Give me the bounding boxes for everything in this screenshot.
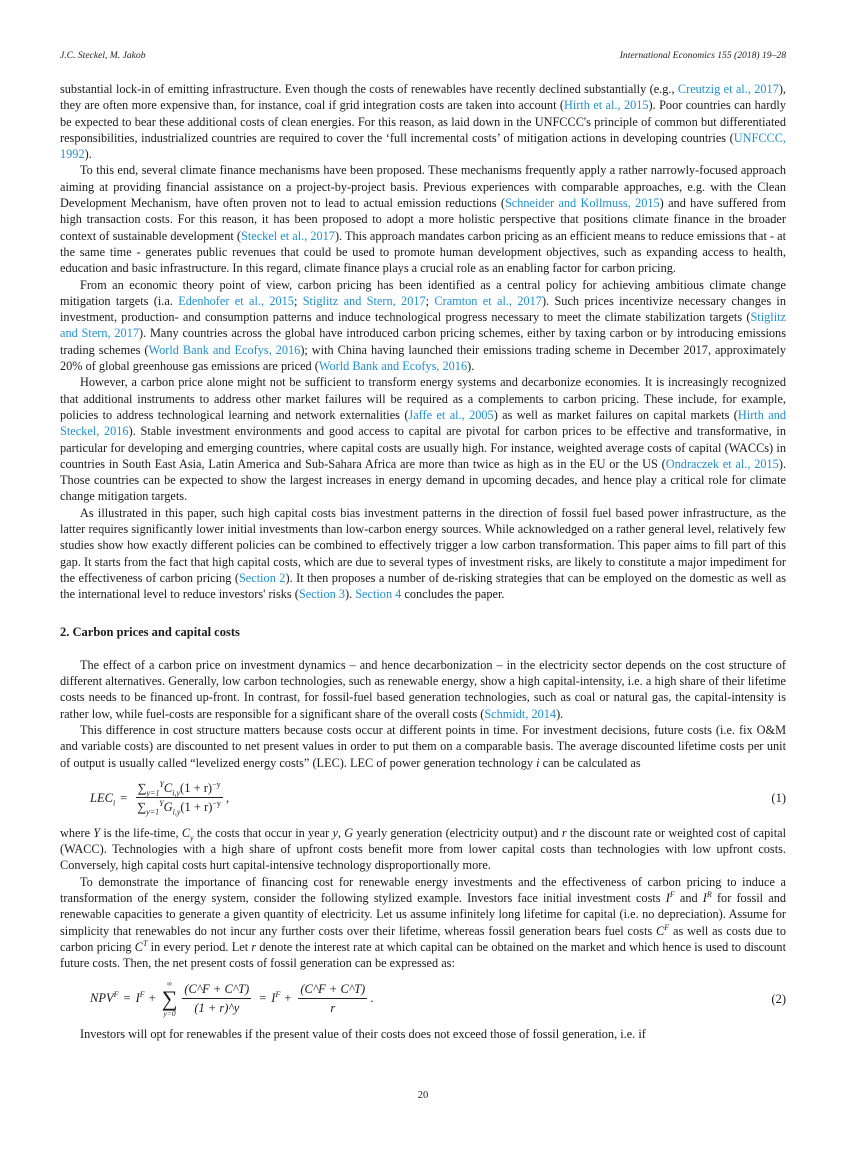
text-run: ). Poor countries can hardly be expected to bear these additional costs of clean energies. For this reason, as laid down in the UNFCCC's principle of common but differentiated responsibilities, industrialized countries are required to cover the ‘full incremental costs’ of mitigation actions in developing countries ( [60, 98, 786, 145]
text-run: However, a carbon price alone might not be sufficient to transform energy systems and decarbonize economies. It is increasingly recognized that additional instruments to address other market failures will be required as a complements to carbon pricing. These include, for example, policies to address technological learning and network externalities ( [60, 375, 786, 422]
article-body [60, 81, 786, 1042]
text-run: ). This approach mandates carbon pricing as an efficient means to reduce emissions that - at the same time - generates public revenues that could be used to promote human development objectives, such as expanding access to health, education and basic infrastructure. In this regard, climate finance plays a crucial role as an enabling factor for carbon pricing. [60, 228, 787, 276]
equation-2 [60, 972, 786, 1026]
text-run: ). Those countries can be expected to show the largest increases in energy demand in upcoming decades, and hence play a critical role for climate change mitigation targets. [60, 456, 787, 504]
text-run: yearly generation (electricity output) and [353, 825, 562, 840]
paragraph [60, 374, 786, 504]
eq1-lhs: $LEC_i$ [90, 790, 116, 808]
plus-sign: + [148, 991, 156, 1006]
math-symbol: G [344, 825, 354, 840]
text-run: concludes the paper. [401, 587, 505, 602]
citation-link[interactable]: Edenhofer et al., 2015 [178, 293, 294, 308]
text-run: ). It then proposes a number of de-risking strategies that can be employed on the domestic as well as the international level to reduce investors' risks ( [60, 570, 787, 602]
citation-link[interactable]: UNFCCC, 1992 [60, 130, 786, 162]
text-run: The effect of a carbon price on investment dynamics – and hence decarbonization – in the electricity sector depends on the cost structure of different alternatives. Generally, low carbon technologies, such as renewable energy, show a high capital-intensity, i.e. a high share of their lifetime costs needs to be financed up-front. In contrast, for fossil-fuel based generation technologies, such as coal or natural gas, the capital-intensity is rather low, while fuel-costs are responsible for a significant share of the overall costs ( [60, 657, 786, 721]
paragraph [60, 874, 786, 972]
text-run: for fossil and renewable capacities to generate a given quantity of electricity. Let us assume infinitely long lifetime for capital (i.e. no depreciation). Assume for simplicity that renewables do not incur any further costs over their lifetime, whereas fossil generation bears fuel costs [60, 891, 787, 938]
citation-link[interactable]: Hirth and Steckel, 2016 [60, 407, 786, 439]
citation-link[interactable]: Stiglitz and Stern, 2017 [60, 310, 786, 341]
text-run: can be calculated as [539, 755, 641, 770]
text-run: ). [556, 706, 564, 721]
eq2-fraction-2: $\frac{(C\^{}F + C\^{}T)}{r}$ [300, 981, 366, 1016]
eq1-fraction: $\frac{\sum_{y=1}^YC_{i,y}(1 + r)^{-y}}{\sum_{y=1}^YG_{i,y}(1 + r)^{-y}}$ [137, 779, 221, 817]
text-run: is the life-time, [100, 825, 182, 840]
section-heading: 2. Carbon prices and capital costs [60, 624, 240, 639]
equation-1 [60, 771, 786, 825]
math-symbol: C [134, 939, 143, 954]
paragraph [60, 277, 786, 375]
text-run: ; [293, 293, 303, 308]
math-symbol: Y [93, 825, 101, 840]
text-run: ). Many countries across the global have introduced carbon pricing schemes, either by taxing carbon or by introducing emissions trading schemes ( [60, 326, 786, 357]
citation-link[interactable]: Steckel et al., 2017 [241, 228, 335, 243]
text-run: Investors will opt for renewables if the present value of their costs does not exceed those of fossil generation, i.e. if [80, 1026, 646, 1041]
eq2-lhs: $NPV^F$ [90, 990, 119, 1006]
eq2-fraction: $\frac{(C\^{}F + C\^{}T)}{(1 + r)\^{}y}$ [184, 981, 250, 1016]
math-symbol: r [561, 825, 567, 840]
citation-link[interactable]: Section 3 [298, 587, 345, 602]
text-run: ; [425, 293, 435, 308]
paragraph [60, 505, 786, 603]
eq2-period: . [370, 991, 374, 1006]
text-run: To this end, several climate finance mechanisms have been proposed. These mechanisms frequently apply a rather narrowly-focused approach aiming at providing financial assistance on a project-by-project basis. Previous experiences with comparable approaches, e.g. with the Clean Development Mechanism, have often proven not to lead to actual emission reductions ( [60, 163, 786, 211]
text-run: the costs that occur in year [193, 825, 333, 840]
citation-link[interactable]: Schneider and Kollmuss, 2015 [504, 196, 660, 211]
running-header-journal: International Economics 155 (2018) 19–28 [619, 50, 786, 61]
equals-sign: = [123, 991, 131, 1006]
citation-link[interactable]: Hirth et al., 2015 [563, 98, 649, 113]
text-run: substantial lock-in of emitting infrastructure. Even though the costs of renewables have recently declined substantially (e.g., [60, 82, 678, 96]
citation-link[interactable]: World Bank and Ecofys, 2016 [148, 342, 301, 357]
summation: ∞ ∑ y=0 [161, 979, 178, 1018]
text-run: as well as costs due to carbon pricing [60, 923, 786, 954]
text-run: ), they are often more expensive than, for instance, coal if grid integration costs are taken into account ( [60, 82, 786, 113]
math-symbol: y [190, 833, 194, 843]
math-symbol: r [251, 939, 257, 954]
text-run: ); with China having launched their emissions trading scheme in December 2017, approximately 20% of global greenhouse gas emissions are priced ( [60, 342, 786, 374]
math-symbol: R [706, 889, 712, 899]
math-symbol: T [142, 938, 148, 948]
equals-sign: = [259, 991, 267, 1006]
text-run: denote the interest rate at which capital can be obtained on the market and which hence is used to discount future costs. Then, the net present costs of fossil generation can be expressed as: [60, 939, 786, 971]
paragraph [60, 722, 786, 771]
equation-number: (1) [771, 790, 786, 805]
citation-link[interactable]: Creutzig et al., 2017 [677, 82, 779, 96]
text-run: To demonstrate the importance of financing cost for renewable energy investments and the effectiveness of carbon pricing to induce a transformation of the energy system, consider the following stylized example. Investors face initial investment costs [60, 874, 786, 906]
math-symbol: C [181, 825, 191, 840]
text-run: , [337, 825, 345, 840]
citation-link[interactable]: Section 4 [355, 587, 402, 602]
math-symbol: I [702, 891, 707, 906]
text-run: ). Such prices incentivize necessary changes in investment, production- and consumption patterns and induce technological progress necessary to meet the climate stabilization targets ( [60, 293, 786, 325]
paragraph [60, 657, 786, 722]
eq2-term: $I^F$ [271, 990, 281, 1006]
text-run: ) and have suffered from high transaction costs. For this reason, it has been proposed to adopt a more holistic perspective that positions climate finance in the broader context of sustainable development ( [60, 196, 786, 243]
eq1-comma: , [225, 790, 230, 805]
plus-sign: + [284, 991, 292, 1006]
paragraph [60, 81, 786, 162]
math-symbol: i [536, 755, 540, 770]
citation-link[interactable]: Cramton et al., 2017 [434, 293, 542, 308]
text-run: ). [344, 587, 356, 602]
text-run: ). [467, 359, 475, 374]
citation-link[interactable]: World Bank and Ecofys, 2016 [318, 359, 468, 374]
text-run: the discount rate or weighted cost of capital (WACC). Technologies with a high share of upfront costs benefit more from lower capital costs than technologies with low upfront costs. Conversely, high capital costs hurt capital-intensive technology disproportionally more. [60, 825, 786, 873]
citation-link[interactable]: Ondraczek et al., 2015 [665, 456, 779, 471]
equation-number: (2) [771, 991, 786, 1006]
math-symbol: y [332, 825, 338, 840]
math-symbol: F [664, 922, 670, 932]
math-symbol: I [665, 891, 670, 906]
text-run: ). Stable investment environments and good access to capital are pivotal for carbon prices to be effective and transformative, in particular for developing and emerging countries, where capital costs are usually high. For instance, weighted average costs of capital (WACCs) in countries in South East Asia, Latin America and Sub-Sahara Africa are more than twice as high as in the EU or the US ( [60, 424, 787, 471]
text-run: As illustrated in this paper, such high capital costs bias investment patterns in the direction of fossil fuel based power infrastructure, as the latter requires significantly lower initial investments than low-carbon energy sources. While acknowledged on a rather general level, relatively few studies show how exactly different policies can be combined to effectively trigger a low carbon transformation. This paper aims to fill part of this gap. It starts from the fact that high capital costs, which are due to several types of investment risks, are likely to constitute a major impediment for the effectiveness of carbon pricing ( [60, 505, 786, 585]
text-run: ). [84, 147, 92, 162]
eq2-term: $I^F$ [135, 990, 145, 1006]
equals-sign: = [120, 790, 128, 805]
text-run: and [674, 891, 703, 906]
paragraph [60, 1026, 786, 1042]
text-run: From an economic theory point of view, carbon pricing has been identified as a central policy for achieving ambitious climate change mitigation targets (i.a. [60, 277, 786, 308]
paragraph [60, 162, 786, 276]
text-run: This difference in cost structure matters because costs occur at different points in time. For investment decisions, future costs (i.e. fix O&M and variable costs) are discounted to net present values in order to put them on a comparable basis. The average discounted lifetime costs per unit of output is usually called “levelized energy costs” (LEC). LEC of power generation technology [60, 722, 786, 770]
paragraph [60, 825, 786, 874]
math-symbol: F [669, 889, 675, 899]
citation-link[interactable]: Jaffe et al., 2005 [408, 407, 494, 422]
running-header-authors: J.C. Steckel, M. Jakob [60, 50, 146, 61]
text-run: ) as well as market failures on capital markets ( [493, 407, 738, 422]
citation-link[interactable]: Schmidt, 2014 [484, 706, 557, 721]
citation-link[interactable]: Section 2 [238, 570, 286, 585]
citation-link[interactable]: Stiglitz and Stern, 2017 [302, 293, 426, 308]
math-symbol: C [656, 923, 665, 938]
text-run: in every period. Let [147, 939, 252, 954]
page-number: 20 [417, 1090, 429, 1101]
text-run: where [60, 825, 94, 840]
